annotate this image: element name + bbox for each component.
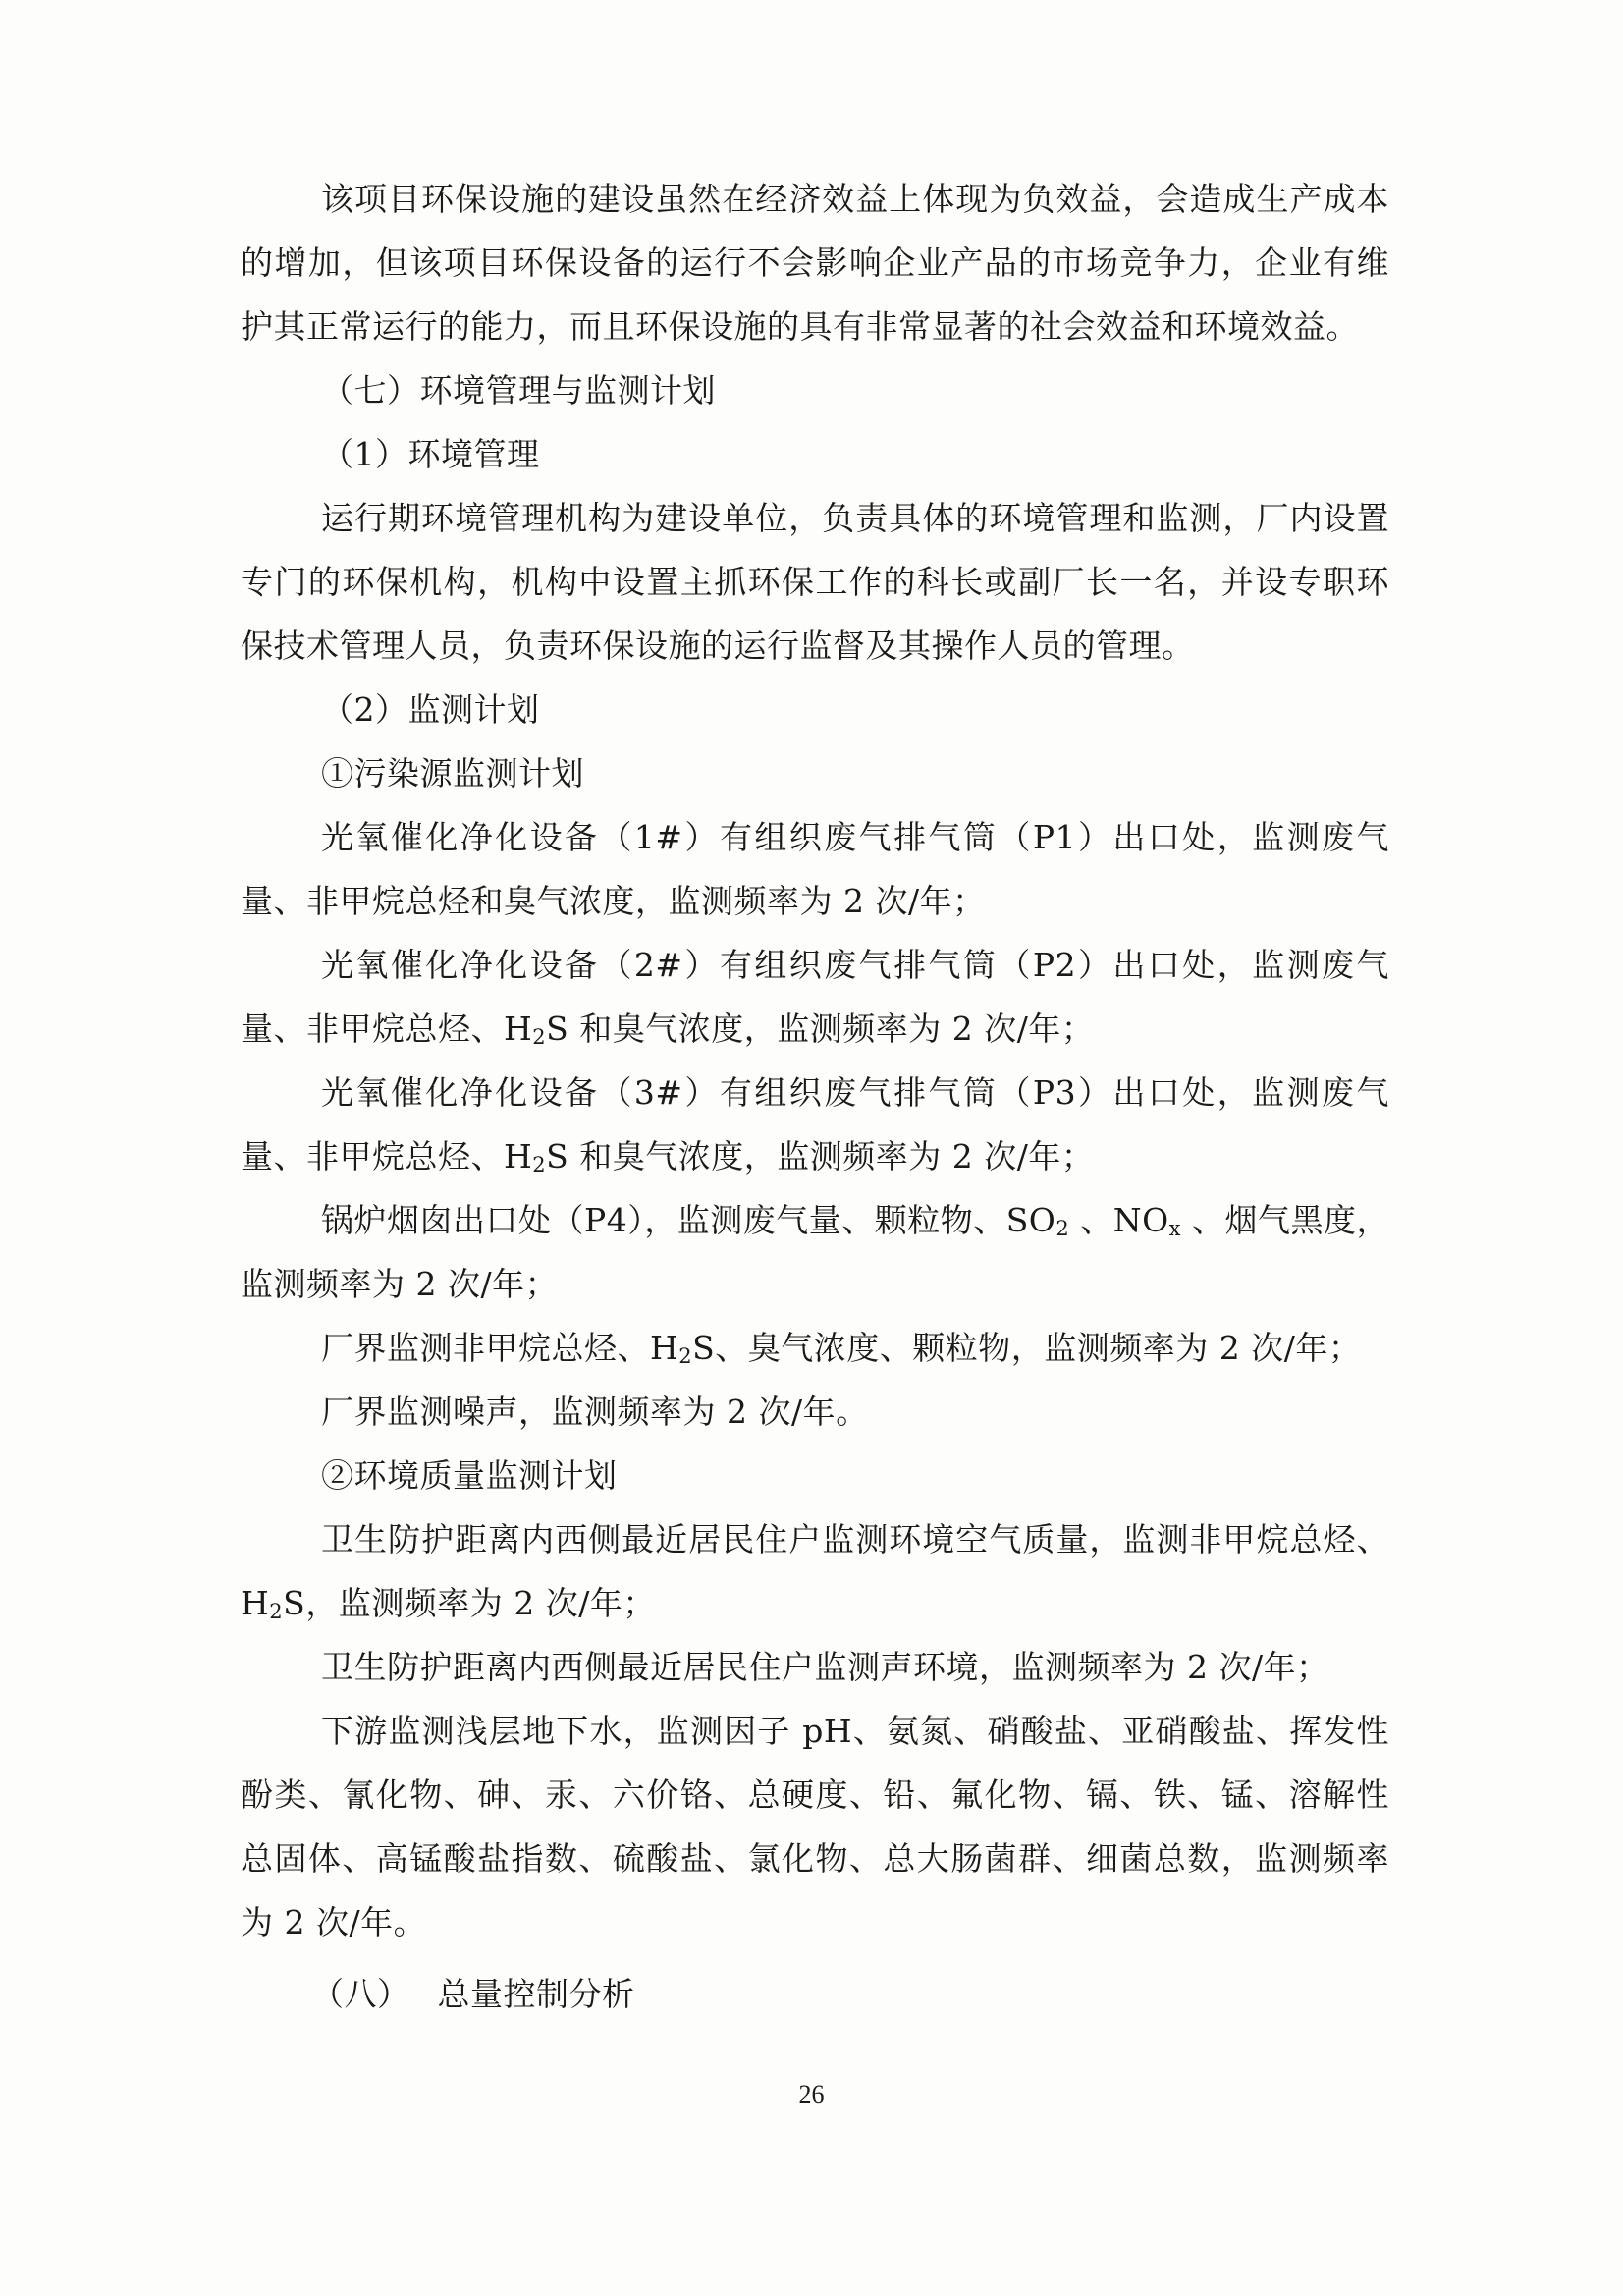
subscript: 2 <box>678 1344 693 1368</box>
paragraph-monitor-p4-boiler <box>241 1188 1389 1316</box>
text-segment: 、NO <box>1069 1201 1169 1239</box>
section-title: 总量控制分析 <box>437 1975 635 2013</box>
text-segment: 光氧催化净化设备（3#）有组织废气排气筒（P3）出口处，监测废气量、非甲烷总烃、H <box>241 1073 1389 1175</box>
paragraph-economic-benefit: 该项目环保设施的建设虽然在经济效益上体现为负效益，会造成生产成本的增加，但该项目环保设备的运行不会影响企业产品的市场竞争力，企业有维护其正常运行的能力，而且环保设施的具有非常显著的社会效益和环境效益。 <box>241 180 1389 346</box>
heading-pollution-source-monitoring: ①污染源监测计划 <box>321 754 584 793</box>
page-body <box>241 167 1389 2026</box>
paragraph-residential-noise-monitoring: 卫生防护距离内西侧最近居民住户监测声环境，监测频率为 2 次/年； <box>321 1648 1329 1686</box>
subscript: 2 <box>532 1153 547 1176</box>
text-segment: S 和臭气浓度，监测频率为 2 次/年； <box>546 1137 1095 1175</box>
text-segment: 光氧催化净化设备（2#）有组织废气排气筒（P2）出口处，监测废气量、非甲烷总烃、H <box>241 946 1389 1048</box>
text-segment: 厂界监测非甲烷总烃、H <box>321 1329 679 1367</box>
paragraph-management-organization: 运行期环境管理机构为建设单位，负责具体的环境管理和监测，厂内设置专门的环保机构，机构中设置主抓环保工作的科长或副厂长一名，并设专职环保技术管理人员，负责环保设施的运行监督及其操作人员的管理。 <box>241 499 1389 665</box>
paragraph-monitor-p2 <box>241 933 1389 1061</box>
section-number: （八） <box>311 1975 410 2013</box>
text-segment: S、臭气浓度、颗粒物，监测频率为 2 次/年； <box>692 1329 1362 1367</box>
subsection-heading-environment-management: （1）环境管理 <box>321 435 540 473</box>
paragraph-monitor-p3 <box>241 1061 1389 1188</box>
paragraph-monitor-p1: 光氧催化净化设备（1#）有组织废气排气筒（P1）出口处，监测废气量、非甲烷总烃和臭气浓度，监测频率为 2 次/年； <box>241 818 1389 920</box>
page-number: 26 <box>798 2080 825 2108</box>
heading-environment-quality-monitoring: ②环境质量监测计划 <box>321 1456 618 1495</box>
subscript: 2 <box>532 1025 547 1049</box>
paragraph-boundary-air-monitoring <box>241 1316 1389 1380</box>
text-segment: 、烟气黑度，监测频率为 2 次/年； <box>241 1201 1390 1303</box>
paragraph-groundwater-monitoring: 下游监测浅层地下水，监测因子 pH、氨氮、硝酸盐、亚硝酸盐、挥发性酚类、氰化物、砷、汞、六价铬、总硬度、铅、氟化物、镉、铁、锰、溶解性总固体、高锰酸盐指数、硫酸盐、氯化物、总大肠菌群、细菌总数，监测频率为 2 次/年。 <box>241 1712 1389 1941</box>
section-heading-8 <box>241 1962 1389 2026</box>
subscript: 2 <box>1055 1217 1070 1240</box>
text-segment: 卫生防护距离内西侧最近居民住户监测环境空气质量，监测非甲烷总烃、H <box>241 1520 1389 1622</box>
text-segment: 锅炉烟囱出口处（P4），监测废气量、颗粒物、SO <box>321 1201 1056 1239</box>
section-heading-7: （七）环境管理与监测计划 <box>321 371 716 410</box>
text-segment: S，监测频率为 2 次/年； <box>283 1584 656 1622</box>
subscript: 2 <box>269 1600 284 1623</box>
subsection-heading-monitoring-plan: （2）监测计划 <box>321 690 540 729</box>
paragraph-boundary-noise-monitoring: 厂界监测噪声，监测频率为 2 次/年。 <box>321 1393 869 1431</box>
text-segment: S 和臭气浓度，监测频率为 2 次/年； <box>546 1010 1095 1048</box>
paragraph-residential-air-monitoring <box>241 1507 1389 1635</box>
subscript: x <box>1168 1217 1182 1240</box>
